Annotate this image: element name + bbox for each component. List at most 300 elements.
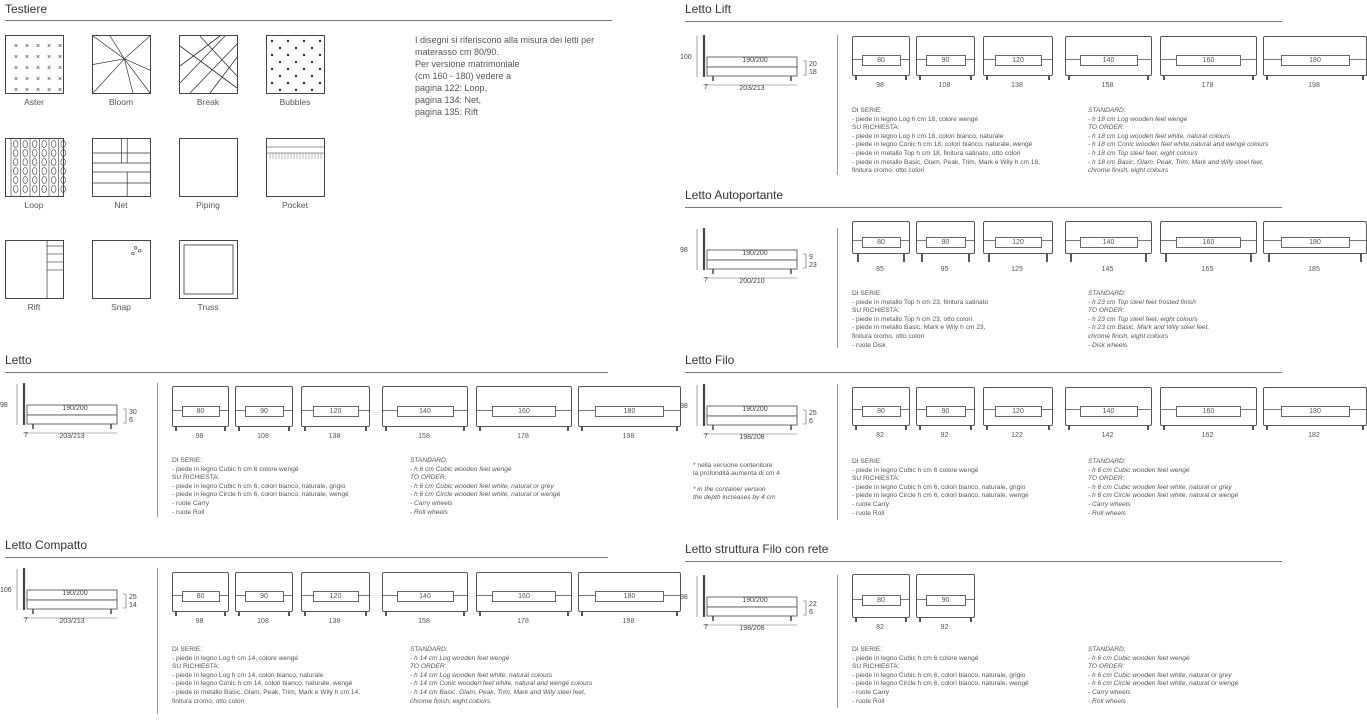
spec-it-line: - piede in metallo Top h cm 23, otto colori [852, 315, 973, 323]
bed-foot [919, 75, 921, 80]
bed-front-view-160 [476, 572, 572, 612]
total-width-label: 145 [1101, 266, 1114, 273]
spec-it-line: - ruote Carry [852, 501, 890, 508]
width-label: 80 [862, 237, 901, 248]
total-length-value: 203/213 [59, 618, 85, 625]
spec-it-line: - ruote Roll [172, 508, 205, 516]
spec-it-line: - piede in legno Cubic h cm 6, colori bianco, naturale, grigio [852, 671, 1026, 679]
spec-it-line: SU RICHIESTA: [852, 475, 900, 483]
spec-en-line: - h 6 cm Circle wooden feet white, natural or wengé [410, 491, 561, 499]
headboard-pattern-icon [6, 241, 63, 298]
spec-it-line: - ruote Roll [852, 697, 885, 705]
note-line: pagina 134: Net, [415, 95, 482, 105]
total-width-label: 178 [1201, 82, 1214, 89]
svg-text:×: × [36, 76, 41, 83]
spec-it-line: - piede in legno Conic h cm 14, colori bianco, naturale, wengé [172, 680, 353, 688]
spec-it-line: - piede in legno Log h cm 18, colori bianco, naturale [852, 132, 1004, 140]
spec-it-line: DI SERIE: [852, 458, 883, 465]
width-label: 120 [995, 55, 1042, 66]
width-label: 160 [492, 591, 556, 602]
svg-text:×: × [36, 54, 41, 61]
column-separator [837, 384, 838, 520]
width-label: 90 [245, 406, 284, 417]
bed-foot [919, 425, 921, 430]
headboard-pattern-icon [93, 36, 150, 93]
headboard-net-swatch [92, 138, 151, 197]
bed-foot [238, 611, 240, 616]
section-title-filo: Letto Filo [685, 353, 735, 367]
head-height-value: 98 [680, 594, 688, 601]
spec-it-line: - piede in legno Cubic h cm 6 colore wengé [172, 465, 299, 473]
spec-en-line: - Carry wheels [1088, 501, 1131, 508]
spec-en-line: - h 18 cm Conic wooden feet white,natural and wengé colours [1088, 141, 1269, 149]
spec-it-line: - piede in legno Log h cm 14, colori bianco, naturale [172, 671, 324, 679]
spec-en-line: - h 14 cm Basic, Glam, Peak, Trim, Mark and Wily steel feet, [410, 689, 586, 696]
total-width-label: 182 [1308, 432, 1320, 439]
spec-it-line: - piede in legno Log h cm 14, colore wengé [172, 654, 299, 662]
bed-foot [986, 425, 988, 430]
spec-en-line: STANDARD: [1088, 107, 1126, 114]
column-separator [157, 383, 158, 517]
bed-foot [288, 611, 290, 616]
bed-front-view-120 [301, 386, 370, 427]
total-width-label: 138 [1011, 82, 1023, 89]
headboard-pattern-icon [6, 139, 63, 196]
svg-text:×: × [14, 76, 19, 83]
total-width-label: 142 [1101, 432, 1114, 439]
spec-en-line: TO ORDER: [410, 663, 447, 671]
total-width-label: 108 [938, 82, 951, 89]
headboard-label: Loop [24, 200, 44, 210]
column-separator [157, 568, 158, 714]
svg-text:×: × [36, 43, 41, 50]
spec-en-line: TO ORDER: [1088, 475, 1125, 483]
svg-text:×: × [47, 43, 52, 50]
section-rule [685, 561, 1282, 562]
spec-it-line: - piede in metallo Top h cm 18, finitura satinato, otto colori [852, 150, 1021, 157]
base-offset-value: 7 [24, 432, 28, 439]
spec-en-line: - h 23 cm Top steel feet, eight colours [1088, 315, 1198, 323]
total-width-label: 185 [1308, 266, 1320, 273]
mattress-length-value: 190/200 [742, 57, 768, 64]
spec-en-line: - Carry wheels [410, 500, 453, 507]
headboard-label: Piping [196, 200, 220, 210]
height-value-1: 22 [809, 601, 817, 608]
total-width-label: 108 [257, 618, 269, 625]
headboard-piping-swatch [179, 138, 238, 197]
bed-front-view-140 [1065, 221, 1152, 254]
spec-en-line: - Roll wheels [1088, 697, 1126, 705]
spec-it-line: - piede in legno Conic h cm 18, colori bianco, naturale, wengé [852, 141, 1033, 149]
bed-front-view-90 [916, 574, 975, 618]
width-label: 120 [995, 406, 1042, 417]
spec-en-line: - Disk wheels [1088, 341, 1128, 349]
spec-en-line: - h 6 cm Cubic wooden feet white, natural or grey [1088, 671, 1232, 679]
bed-front-view-80 [852, 221, 910, 254]
bed-foot [385, 426, 387, 431]
bed-front-view-80 [172, 386, 229, 427]
mattress-length-value: 190/200 [742, 406, 768, 413]
spec-it-line: - piede in legno Cubic h cm 6 colore wengé [852, 654, 979, 662]
total-width-label: 162 [1201, 432, 1214, 439]
spec-en-line: - h 14 cm Conic wooden feet white, natural and wengé colours [410, 680, 593, 688]
spec-it-line: - piede in legno Log h cm 18, colore wengé [852, 115, 979, 123]
bed-foot [288, 426, 290, 431]
svg-text:×: × [14, 87, 19, 94]
bed-foot [970, 617, 972, 622]
column-separator [837, 228, 838, 348]
bed-foot [857, 253, 859, 262]
bed-foot [905, 75, 907, 80]
bed-front-view-90 [235, 386, 293, 427]
bed-foot [1252, 425, 1254, 430]
bed-foot [921, 253, 923, 262]
bed-foot [365, 611, 367, 616]
bed-front-view-160 [1160, 36, 1257, 76]
testiere-note [415, 34, 594, 118]
bed-foot [1068, 75, 1070, 80]
total-width-label: 98 [195, 433, 204, 440]
bed-foot [1048, 75, 1050, 80]
bed-foot [1048, 425, 1050, 430]
bed-foot [855, 617, 857, 622]
bed-front-view-180 [1263, 221, 1367, 254]
bed-front-view-140 [382, 386, 468, 427]
bed-foot [1145, 253, 1147, 262]
total-width-label: 178 [517, 618, 529, 625]
headboard-pattern-icon [93, 139, 150, 196]
headboard-snap-swatch [92, 240, 151, 299]
headboard-pattern-icon [180, 241, 237, 298]
total-width-label: 95 [940, 266, 949, 273]
total-length-value: 198/208 [739, 625, 765, 632]
headboard-pattern-icon [180, 139, 237, 196]
bed-foot [1266, 425, 1268, 430]
bed-front-view-80 [852, 574, 910, 618]
bed-front-view-180 [1263, 387, 1367, 426]
svg-text:×: × [25, 54, 30, 61]
bed-foot [1068, 425, 1070, 430]
bed-front-view-120 [301, 572, 370, 612]
note-line: pagina 135: Rift [415, 107, 479, 117]
spec-it-line: SU RICHIESTA: [852, 124, 900, 132]
width-label: 160 [1176, 237, 1241, 248]
spec-it-line: - piede in legno Cubic h cm 6, colori bianco, naturale, grigio [852, 483, 1026, 491]
total-width-label: 198 [1308, 82, 1320, 89]
section-rule [5, 20, 612, 21]
headboard-label: Snap [111, 302, 131, 312]
bed-foot [581, 426, 583, 431]
total-width-label: 92 [940, 624, 949, 631]
head-height-value: 98 [680, 247, 688, 254]
spec-en-line: TO ORDER: [1088, 124, 1125, 132]
height-value-1: 25 [129, 594, 137, 601]
spec-it-line: - piede in legno Cubic h cm 6 colore wengé [852, 466, 979, 474]
spec-en-line: - h 6 cm Circle wooden feet white, natural or wengé [1088, 680, 1239, 688]
spec-it-line: finitura cromo, otto colori [852, 167, 925, 175]
svg-text:×: × [14, 65, 19, 72]
total-length-value: 200/210 [739, 278, 765, 285]
spec-it-line: DI SERIE: [852, 290, 883, 297]
container-note-line: the depth increases by 4 cm [693, 494, 776, 501]
spec-en-line: - h 18 cm Top steel feet, eight colours [1088, 150, 1198, 157]
svg-text:×: × [47, 54, 52, 61]
height-value-2: 6 [809, 418, 813, 425]
width-label: 140 [1080, 406, 1138, 417]
total-width-label: 82 [876, 432, 884, 439]
width-label: 180 [1281, 55, 1350, 66]
bed-foot [1268, 253, 1270, 262]
container-note-line: * nella versione contenitore [693, 462, 773, 469]
section-title-letto: Letto [5, 353, 32, 367]
bed-foot [905, 425, 907, 430]
spec-en-line: chrome finish, eight colours [1088, 333, 1169, 340]
spec-it-line: - piede in metallo Top h cm 23, finitura satinato [852, 298, 989, 306]
bed-foot [1163, 75, 1165, 80]
section-title-lift: Letto Lift [685, 2, 732, 16]
bed-front-view-160 [1160, 387, 1257, 426]
bed-foot [970, 425, 972, 430]
svg-text:×: × [47, 87, 52, 94]
section-title-struttura: Letto struttura Filo con rete [685, 542, 829, 556]
width-label: 90 [926, 55, 966, 66]
container-note-line: la profondità aumenta di cm 4 [693, 470, 780, 477]
mattress-length-value: 190/200 [62, 405, 88, 412]
total-width-label: 98 [876, 82, 884, 89]
bed-foot [1163, 425, 1165, 430]
base-offset-value: 7 [704, 84, 708, 91]
spec-it-line: - piede in metallo Basic, Glam, Peak, Trim, Mark e Wily h cm 14, [172, 689, 360, 696]
bed-foot [1362, 425, 1364, 430]
spec-en-line: STANDARD: [1088, 290, 1126, 297]
headboard-pattern-icon [6, 36, 63, 93]
note-line: Per versione matrimoniale [415, 59, 520, 69]
width-label: 80 [862, 406, 901, 417]
section-rule [5, 372, 608, 373]
spec-en-line: STANDARD: [1088, 646, 1126, 653]
svg-text:×: × [58, 43, 63, 50]
total-width-label: 158 [1101, 82, 1114, 89]
bed-front-view-80 [852, 387, 910, 426]
headboard-break-swatch [179, 35, 238, 94]
bed-front-view-140 [1065, 387, 1152, 426]
spec-it-line: DI SERIE: [172, 646, 203, 653]
head-height-value: 106 [0, 587, 12, 594]
bed-foot [855, 75, 857, 80]
spec-it-line: DI SERIE: [852, 107, 883, 114]
svg-text:×: × [58, 76, 63, 83]
spec-en-line: - Roll wheels [410, 508, 448, 516]
total-width-label: 122 [1011, 432, 1023, 439]
spec-en-line: STANDARD: [410, 457, 448, 464]
total-length-value: 203/213 [739, 85, 765, 92]
bed-front-view-160 [476, 386, 572, 427]
spec-en-line: - h 6 cm Cubic wooden feet white, natural or grey [410, 482, 554, 490]
width-label: 80 [862, 595, 901, 606]
width-label: 140 [397, 591, 454, 602]
head-height-value: 98 [680, 403, 688, 410]
bed-front-view-90 [235, 572, 293, 612]
bed-foot [304, 426, 306, 431]
height-value-1: 30 [129, 409, 137, 416]
bed-front-view-180 [578, 386, 681, 427]
svg-text:×: × [47, 76, 52, 83]
total-width-label: 178 [517, 433, 529, 440]
note-line: (cm 160 - 180) vedere a [415, 71, 512, 81]
headboard-label: Break [196, 97, 220, 107]
spec-it-line: DI SERIE: [172, 457, 203, 464]
mattress-length-value: 190/200 [62, 590, 88, 597]
spec-it-line: - ruote Roll [852, 509, 885, 517]
spec-en-line: - h 6 cm Cubic wooden feet wengé [1088, 466, 1190, 474]
headboard-label: Rift [27, 302, 41, 312]
width-label: 160 [492, 406, 556, 417]
base-offset-value: 7 [704, 277, 708, 284]
spec-it-line: SU RICHIESTA: [852, 307, 900, 315]
section-title-autoportante: Letto Autoportante [685, 188, 784, 202]
bed-foot [175, 611, 177, 616]
svg-text:×: × [47, 65, 52, 72]
spec-en-line: STANDARD: [1088, 458, 1126, 465]
bed-foot [986, 75, 988, 80]
total-width-label: 98 [195, 618, 204, 625]
height-value-1: 20 [809, 61, 817, 68]
total-width-label: 138 [328, 618, 341, 625]
total-width-label: 82 [876, 624, 884, 631]
width-label: 120 [995, 237, 1042, 248]
height-value-2: 6 [129, 417, 133, 424]
total-length-value: 203/213 [59, 433, 85, 440]
bed-foot [479, 426, 481, 431]
spec-en-line: chrome finish, eight colours [1088, 167, 1169, 175]
bed-foot [385, 611, 387, 616]
width-label: 180 [1281, 237, 1350, 248]
svg-text:×: × [14, 43, 19, 50]
svg-text:×: × [14, 54, 19, 61]
height-value-1: 9 [809, 254, 813, 261]
section-rule [685, 372, 1282, 373]
bed-front-view-160 [1160, 221, 1257, 254]
spec-it-line: SU RICHIESTA: [172, 663, 220, 671]
spec-it-line: - piede in legno Circle h cm 6, colori bianco, naturale, wengé [172, 491, 349, 499]
width-label: 80 [182, 591, 220, 602]
bed-front-view-120 [983, 221, 1053, 254]
bed-front-view-120 [983, 387, 1053, 426]
total-width-label: 198 [622, 433, 635, 440]
spec-en-line: - h 23 cm Basic, Mark and Wily steel feet, [1088, 324, 1210, 332]
headboard-label: Net [114, 200, 128, 210]
spec-en-line: - h 6 cm Cubic wooden feet wengé [410, 465, 512, 473]
section-rule [5, 557, 608, 558]
spec-it-line: SU RICHIESTA: [852, 663, 900, 671]
bed-foot [970, 75, 972, 80]
width-label: 180 [595, 406, 664, 417]
spec-en-line: TO ORDER: [1088, 663, 1125, 671]
headboard-pattern-icon [267, 36, 324, 93]
note-line: I disegni si riferiscono alla misura dei letti per [415, 35, 595, 45]
section-rule [685, 207, 1282, 208]
headboard-label: Aster [24, 97, 44, 107]
spec-it-line: DI SERIE: [852, 646, 883, 653]
bed-foot [676, 426, 678, 431]
width-label: 90 [926, 237, 966, 248]
bed-foot [676, 611, 678, 616]
headboard-label: Bloom [108, 97, 134, 107]
bed-front-view-120 [983, 36, 1053, 76]
mattress-length-value: 190/200 [742, 597, 768, 604]
bed-foot [1165, 253, 1167, 262]
bed-foot [581, 611, 583, 616]
width-label: 180 [595, 591, 664, 602]
headboard-bubbles-swatch [266, 35, 325, 94]
bed-foot [855, 425, 857, 430]
bed-front-view-90 [916, 221, 975, 254]
bed-foot [1252, 75, 1254, 80]
svg-text:×: × [36, 87, 41, 94]
spec-en-line: - h 6 cm Cubic wooden feet white, natural or grey [1088, 483, 1232, 491]
bed-foot [567, 426, 569, 431]
spec-en-line: - h 14 cm Log wooden feet white, natural colours [410, 671, 553, 679]
head-height-value: 98 [0, 402, 8, 409]
width-label: 120 [313, 591, 359, 602]
bed-front-view-180 [1263, 36, 1367, 76]
base-offset-value: 7 [704, 624, 708, 631]
spec-it-line: - piede in metallo Basic, Glam, Peak, Trim, Mark e Wily h cm 18, [852, 158, 1040, 166]
width-label: 140 [1080, 55, 1138, 66]
bed-foot [304, 611, 306, 616]
container-note-line: * in the container version [693, 486, 766, 493]
total-width-label: 108 [257, 433, 269, 440]
width-label: 80 [862, 55, 901, 66]
width-label: 120 [313, 406, 359, 417]
svg-text:×: × [25, 43, 30, 50]
spec-en-line: TO ORDER: [1088, 307, 1125, 315]
spec-it-line: finitura cromo, otto colori [172, 697, 245, 705]
section-rule [685, 21, 1282, 22]
total-width-label: 158 [418, 433, 430, 440]
headboard-rift-swatch [5, 240, 64, 299]
base-offset-value: 7 [704, 433, 708, 440]
height-value-1: 25 [809, 410, 817, 417]
svg-text:×: × [25, 87, 30, 94]
section-title-compatto: Letto Compatto [5, 538, 88, 552]
spec-en-line: - h 6 cm Cubic wooden feet wengé [1088, 654, 1190, 662]
head-height-value: 100 [680, 54, 692, 61]
headboard-bloom-swatch [92, 35, 151, 94]
total-width-label: 92 [940, 432, 949, 439]
spec-en-line: - Carry wheels [1088, 689, 1131, 696]
bed-front-view-140 [382, 572, 468, 612]
bed-foot [479, 611, 481, 616]
svg-text:×: × [25, 76, 30, 83]
total-length-value: 198/208 [739, 434, 765, 441]
bed-front-view-90 [916, 387, 975, 426]
width-label: 140 [397, 406, 454, 417]
svg-text:×: × [58, 65, 63, 72]
headboard-loop-swatch [5, 138, 64, 197]
bed-foot [1046, 253, 1048, 262]
total-width-label: 165 [1201, 266, 1214, 273]
headboard-truss-swatch [179, 240, 238, 299]
bed-foot [1070, 253, 1072, 262]
width-label: 140 [1080, 237, 1138, 248]
total-width-label: 198 [622, 618, 635, 625]
height-value-2: 14 [129, 602, 137, 609]
spec-en-line: - h 18 cm Log wooden feet wengé [1088, 115, 1188, 123]
spec-en-line: - h 18 cm Log wooden feet white, natural colours [1088, 132, 1231, 140]
spec-it-line: finitura cromo, otto colori [852, 333, 925, 340]
spec-en-line: STANDARD: [410, 646, 448, 653]
